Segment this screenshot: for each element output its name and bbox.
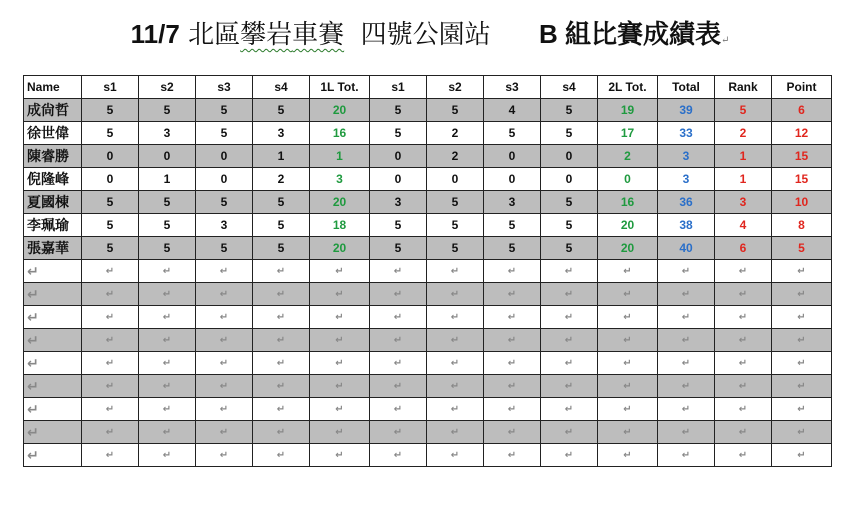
score-cell: 16 [310, 122, 370, 145]
empty-cell: ↵ [24, 283, 82, 306]
empty-cell: ↵ [24, 306, 82, 329]
score-cell: 5 [427, 191, 484, 214]
competitor-name: 成尙哲 [24, 99, 82, 122]
empty-cell: ↵ [370, 260, 427, 283]
empty-cell: ↵ [541, 398, 598, 421]
score-cell: 0 [370, 145, 427, 168]
empty-cell: ↵ [253, 421, 310, 444]
header-row [24, 76, 832, 99]
empty-cell: ↵ [598, 329, 658, 352]
score-cell: 5 [139, 191, 196, 214]
score-cell: 3 [253, 122, 310, 145]
empty-cell: ↵ [658, 444, 715, 467]
score-cell: 5 [370, 237, 427, 260]
score-cell: 3 [484, 191, 541, 214]
empty-cell: ↵ [253, 260, 310, 283]
score-cell: 2 [715, 122, 772, 145]
empty-cell: ↵ [541, 375, 598, 398]
empty-cell: ↵ [772, 329, 832, 352]
title-event: 北區攀岩車賽 [188, 20, 345, 50]
score-cell: 36 [658, 191, 715, 214]
empty-cell: ↵ [598, 352, 658, 375]
score-cell: 5 [541, 237, 598, 260]
score-cell: 38 [658, 214, 715, 237]
empty-cell: ↵ [715, 421, 772, 444]
empty-cell: ↵ [24, 375, 82, 398]
score-cell: 3 [658, 168, 715, 191]
score-cell: 0 [541, 168, 598, 191]
empty-cell: ↵ [715, 306, 772, 329]
empty-cell: ↵ [427, 283, 484, 306]
empty-cell: ↵ [427, 444, 484, 467]
competitor-name: 夏國棟 [24, 191, 82, 214]
score-cell: 5 [139, 99, 196, 122]
competitor-name: 陳睿勝 [24, 145, 82, 168]
empty-cell: ↵ [139, 352, 196, 375]
empty-cell: ↵ [598, 421, 658, 444]
empty-cell: ↵ [370, 398, 427, 421]
score-table [23, 75, 832, 467]
empty-cell: ↵ [253, 398, 310, 421]
empty-cell: ↵ [772, 306, 832, 329]
empty-cell: ↵ [715, 444, 772, 467]
title-station: 四號公園站 [360, 20, 491, 50]
table-row [24, 145, 832, 168]
column-header: s1 [370, 76, 427, 99]
empty-cell: ↵ [24, 352, 82, 375]
empty-cell: ↵ [139, 375, 196, 398]
score-cell: 5 [772, 237, 832, 260]
score-cell: 1 [310, 145, 370, 168]
empty-row [24, 260, 832, 283]
empty-cell: ↵ [196, 283, 253, 306]
empty-cell: ↵ [139, 444, 196, 467]
score-cell: 3 [196, 214, 253, 237]
empty-cell: ↵ [24, 398, 82, 421]
score-cell: 15 [772, 168, 832, 191]
empty-cell: ↵ [196, 444, 253, 467]
empty-cell: ↵ [82, 375, 139, 398]
score-cell: 5 [370, 214, 427, 237]
score-cell: 5 [715, 99, 772, 122]
score-cell: 5 [82, 99, 139, 122]
page-title: 11/7 北區攀岩車賽 四號公園站 B 組比賽成績表↵ [130, 19, 730, 50]
score-cell: 5 [82, 214, 139, 237]
empty-cell: ↵ [196, 398, 253, 421]
score-cell: 0 [82, 145, 139, 168]
empty-cell: ↵ [310, 444, 370, 467]
score-cell: 0 [541, 145, 598, 168]
score-cell: 18 [310, 214, 370, 237]
column-header: Point [772, 76, 832, 99]
score-cell: 5 [541, 191, 598, 214]
score-cell: 5 [484, 122, 541, 145]
empty-cell: ↵ [310, 352, 370, 375]
score-cell: 5 [541, 214, 598, 237]
score-cell: 5 [196, 122, 253, 145]
empty-cell: ↵ [253, 306, 310, 329]
score-cell: 15 [772, 145, 832, 168]
column-header: 1L Tot. [310, 76, 370, 99]
column-header: Total [658, 76, 715, 99]
score-cell: 3 [310, 168, 370, 191]
empty-cell: ↵ [715, 398, 772, 421]
empty-cell: ↵ [484, 283, 541, 306]
empty-cell: ↵ [715, 352, 772, 375]
empty-cell: ↵ [541, 260, 598, 283]
empty-cell: ↵ [139, 329, 196, 352]
empty-cell: ↵ [427, 306, 484, 329]
score-cell: 1 [715, 168, 772, 191]
empty-cell: ↵ [370, 352, 427, 375]
empty-cell: ↵ [598, 283, 658, 306]
empty-cell: ↵ [253, 329, 310, 352]
score-cell: 0 [196, 145, 253, 168]
empty-cell: ↵ [139, 260, 196, 283]
empty-cell: ↵ [658, 283, 715, 306]
empty-cell: ↵ [541, 306, 598, 329]
empty-cell: ↵ [82, 421, 139, 444]
empty-cell: ↵ [598, 375, 658, 398]
empty-cell: ↵ [427, 352, 484, 375]
empty-cell: ↵ [427, 260, 484, 283]
score-cell: 5 [370, 122, 427, 145]
empty-cell: ↵ [24, 421, 82, 444]
empty-cell: ↵ [658, 306, 715, 329]
column-header: s4 [253, 76, 310, 99]
empty-cell: ↵ [196, 421, 253, 444]
empty-cell: ↵ [658, 398, 715, 421]
score-cell: 5 [196, 237, 253, 260]
empty-cell: ↵ [772, 421, 832, 444]
column-header: Name [24, 76, 82, 99]
score-cell: 6 [772, 99, 832, 122]
empty-cell: ↵ [658, 375, 715, 398]
empty-cell: ↵ [370, 421, 427, 444]
score-cell: 0 [196, 168, 253, 191]
score-cell: 5 [253, 99, 310, 122]
empty-cell: ↵ [139, 421, 196, 444]
score-cell: 5 [370, 99, 427, 122]
score-cell: 5 [484, 214, 541, 237]
score-cell: 6 [715, 237, 772, 260]
empty-cell: ↵ [253, 352, 310, 375]
empty-row [24, 398, 832, 421]
score-cell: 5 [139, 214, 196, 237]
title-group: B 組比賽成績表 [538, 19, 721, 49]
score-cell: 5 [82, 122, 139, 145]
empty-cell: ↵ [370, 329, 427, 352]
table-row [24, 99, 832, 122]
score-cell: 2 [427, 145, 484, 168]
table-row [24, 237, 832, 260]
score-cell: 40 [658, 237, 715, 260]
empty-cell: ↵ [484, 352, 541, 375]
score-cell: 5 [484, 237, 541, 260]
empty-row [24, 329, 832, 352]
empty-cell: ↵ [24, 260, 82, 283]
empty-cell: ↵ [196, 329, 253, 352]
empty-cell: ↵ [310, 283, 370, 306]
empty-row [24, 444, 832, 467]
empty-row [24, 306, 832, 329]
empty-cell: ↵ [196, 352, 253, 375]
empty-cell: ↵ [484, 306, 541, 329]
empty-cell: ↵ [427, 329, 484, 352]
empty-cell: ↵ [253, 375, 310, 398]
score-cell: 16 [598, 191, 658, 214]
table-row [24, 214, 832, 237]
empty-cell: ↵ [658, 260, 715, 283]
empty-cell: ↵ [370, 375, 427, 398]
score-cell: 20 [310, 191, 370, 214]
score-cell: 0 [598, 168, 658, 191]
empty-cell: ↵ [370, 444, 427, 467]
score-cell: 2 [253, 168, 310, 191]
score-cell: 5 [82, 191, 139, 214]
score-cell: 2 [427, 122, 484, 145]
table-row [24, 122, 832, 145]
score-cell: 5 [427, 99, 484, 122]
score-cell: 3 [715, 191, 772, 214]
empty-cell: ↵ [139, 283, 196, 306]
empty-cell: ↵ [772, 352, 832, 375]
score-cell: 4 [715, 214, 772, 237]
empty-cell: ↵ [598, 260, 658, 283]
score-cell: 5 [253, 237, 310, 260]
empty-cell: ↵ [598, 398, 658, 421]
empty-cell: ↵ [310, 329, 370, 352]
score-cell: 5 [427, 214, 484, 237]
empty-cell: ↵ [715, 283, 772, 306]
empty-cell: ↵ [253, 444, 310, 467]
score-cell: 5 [139, 237, 196, 260]
score-cell: 1 [139, 168, 196, 191]
empty-cell: ↵ [715, 260, 772, 283]
empty-cell: ↵ [541, 421, 598, 444]
column-header: 2L Tot. [598, 76, 658, 99]
score-cell: 8 [772, 214, 832, 237]
score-cell: 33 [658, 122, 715, 145]
table-row [24, 191, 832, 214]
empty-cell: ↵ [484, 375, 541, 398]
score-cell: 20 [598, 214, 658, 237]
empty-cell: ↵ [658, 352, 715, 375]
empty-cell: ↵ [82, 398, 139, 421]
table-row [24, 168, 832, 191]
score-cell: 5 [541, 122, 598, 145]
column-header: s3 [484, 76, 541, 99]
empty-cell: ↵ [253, 283, 310, 306]
empty-cell: ↵ [772, 260, 832, 283]
competitor-name: 李珮瑜 [24, 214, 82, 237]
score-cell: 3 [370, 191, 427, 214]
score-cell: 4 [484, 99, 541, 122]
empty-cell: ↵ [541, 352, 598, 375]
column-header: Rank [715, 76, 772, 99]
score-cell: 19 [598, 99, 658, 122]
empty-cell: ↵ [715, 375, 772, 398]
empty-cell: ↵ [427, 421, 484, 444]
title-date: 11/7 [130, 19, 180, 49]
empty-row [24, 375, 832, 398]
score-cell: 20 [598, 237, 658, 260]
column-header: s2 [427, 76, 484, 99]
score-cell: 0 [484, 168, 541, 191]
empty-cell: ↵ [82, 260, 139, 283]
empty-cell: ↵ [772, 375, 832, 398]
empty-cell: ↵ [310, 306, 370, 329]
empty-cell: ↵ [196, 375, 253, 398]
empty-row [24, 421, 832, 444]
score-cell: 5 [253, 214, 310, 237]
empty-cell: ↵ [82, 444, 139, 467]
empty-cell: ↵ [427, 375, 484, 398]
score-cell: 10 [772, 191, 832, 214]
score-cell: 3 [658, 145, 715, 168]
empty-cell: ↵ [541, 283, 598, 306]
score-cell: 1 [715, 145, 772, 168]
column-header: s4 [541, 76, 598, 99]
empty-cell: ↵ [370, 306, 427, 329]
score-cell: 1 [253, 145, 310, 168]
score-cell: 5 [541, 99, 598, 122]
score-cell: 17 [598, 122, 658, 145]
score-cell: 5 [253, 191, 310, 214]
empty-cell: ↵ [541, 329, 598, 352]
score-cell: 0 [370, 168, 427, 191]
score-cell: 0 [139, 145, 196, 168]
score-cell: 3 [139, 122, 196, 145]
score-cell: 0 [427, 168, 484, 191]
empty-cell: ↵ [484, 260, 541, 283]
empty-cell: ↵ [24, 444, 82, 467]
score-cell: 5 [427, 237, 484, 260]
empty-cell: ↵ [139, 398, 196, 421]
empty-cell: ↵ [772, 283, 832, 306]
empty-cell: ↵ [427, 398, 484, 421]
empty-cell: ↵ [139, 306, 196, 329]
empty-cell: ↵ [715, 329, 772, 352]
empty-cell: ↵ [598, 306, 658, 329]
score-cell: 5 [196, 191, 253, 214]
empty-cell: ↵ [658, 329, 715, 352]
score-cell: 5 [82, 237, 139, 260]
empty-cell: ↵ [310, 260, 370, 283]
score-cell: 20 [310, 237, 370, 260]
empty-cell: ↵ [484, 329, 541, 352]
competitor-name: 徐世偉 [24, 122, 82, 145]
empty-cell: ↵ [484, 421, 541, 444]
empty-cell: ↵ [196, 306, 253, 329]
column-header: s1 [82, 76, 139, 99]
empty-cell: ↵ [484, 398, 541, 421]
empty-cell: ↵ [82, 283, 139, 306]
empty-cell: ↵ [24, 329, 82, 352]
score-cell: 0 [82, 168, 139, 191]
table-body [24, 99, 832, 467]
competitor-name: 倪隆峰 [24, 168, 82, 191]
empty-cell: ↵ [370, 283, 427, 306]
empty-cell: ↵ [484, 444, 541, 467]
column-header: s3 [196, 76, 253, 99]
empty-cell: ↵ [196, 260, 253, 283]
empty-cell: ↵ [82, 306, 139, 329]
empty-cell: ↵ [310, 398, 370, 421]
score-cell: 5 [196, 99, 253, 122]
empty-cell: ↵ [310, 421, 370, 444]
empty-cell: ↵ [82, 329, 139, 352]
empty-cell: ↵ [772, 444, 832, 467]
empty-cell: ↵ [541, 444, 598, 467]
score-cell: 39 [658, 99, 715, 122]
empty-cell: ↵ [82, 352, 139, 375]
score-cell: 12 [772, 122, 832, 145]
score-cell: 0 [484, 145, 541, 168]
competitor-name: 張嘉華 [24, 237, 82, 260]
empty-row [24, 352, 832, 375]
empty-row [24, 283, 832, 306]
column-header: s2 [139, 76, 196, 99]
score-cell: 20 [310, 99, 370, 122]
empty-cell: ↵ [772, 398, 832, 421]
empty-cell: ↵ [598, 444, 658, 467]
empty-cell: ↵ [310, 375, 370, 398]
empty-cell: ↵ [658, 421, 715, 444]
score-cell: 2 [598, 145, 658, 168]
